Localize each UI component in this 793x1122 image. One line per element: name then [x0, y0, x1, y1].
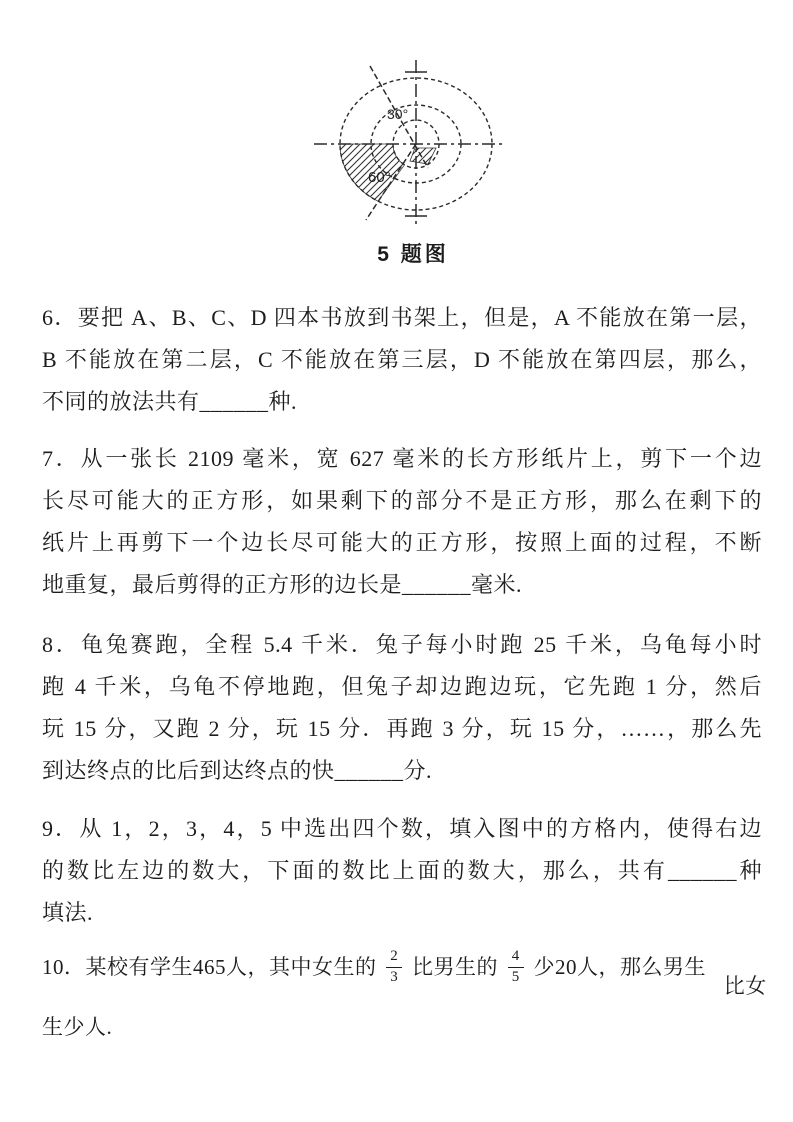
question-9-line-1: 9．从 1，2，3，4，5 中选出四个数，填入图中的方格内，使得右边 [42, 816, 762, 841]
question-7 [42, 438, 762, 606]
figure-caption: 5 题图 [377, 243, 449, 266]
fraction-two-thirds [386, 948, 402, 986]
question5-figure [302, 48, 524, 268]
concentric-circles-diagram [302, 48, 524, 234]
question-6-line-2: B 不能放在第二层，C 不能放在第三层，D 不能放在第四层，那么， [42, 347, 762, 372]
question-10 [42, 936, 767, 1048]
question-10-line-1 [42, 936, 767, 998]
fraction-denominator: 3 [386, 967, 402, 986]
question-7-line-4: 地重复，最后剪得的正方形的边长是______毫米. [42, 572, 523, 597]
fraction-four-fifths [508, 948, 524, 986]
question-7-line-3: 纸片上再剪下一个边长尽可能大的正方形，按照上面的过程，不断 [42, 530, 762, 555]
question-10-offset-text: 比女 [723, 974, 767, 998]
fraction-numerator: 2 [390, 948, 399, 965]
question-10-text-1: 10．某校有学生465人，其中女生的 [42, 955, 377, 979]
question-7-line-1: 7．从一张长 2109 毫米，宽 627 毫米的长方形纸片上，剪下一个边 [42, 446, 762, 471]
question-8 [42, 624, 762, 792]
fraction-denominator: 5 [508, 967, 524, 986]
question-10-text-2: 比男生的 [412, 955, 498, 979]
question-7-line-2: 长尽可能大的正方形，如果剩下的部分不是正方形，那么在剩下的 [42, 488, 762, 513]
question-6-line-3: 不同的放法共有______种. [42, 389, 298, 414]
question-9 [42, 808, 762, 934]
fraction-numerator: 4 [511, 948, 520, 965]
angle-label-30: 30° [387, 106, 409, 122]
question-8-line-3: 玩 15 分，又跑 2 分，玩 15 分．再跑 3 分，玩 15 分，……，那么先 [42, 716, 762, 741]
angle-label-60: 60° [368, 169, 391, 186]
question-10-line-2: 生少人. [42, 1015, 113, 1039]
question-8-line-1: 8．龟兔赛跑，全程 5.4 千米．兔子每小时跑 25 千米，乌龟每小时 [42, 632, 762, 657]
question-8-line-2: 跑 4 千米，乌龟不停地跑，但兔子却边跑边玩，它先跑 1 分，然后 [42, 674, 762, 699]
question-9-line-3: 填法. [42, 900, 94, 925]
question-8-line-4: 到达终点的比后到达终点的快______分. [42, 758, 433, 783]
hatched-region-inner-right [410, 148, 436, 164]
question-6 [42, 297, 762, 423]
question-10-text-3: 少20人，那么男生 [533, 955, 706, 979]
question-9-line-2: 的数比左边的数大，下面的数比上面的数大，那么，共有______种 [42, 858, 762, 883]
question-6-line-1: 6．要把 A、B、C、D 四本书放到书架上，但是，A 不能放在第一层， [42, 305, 762, 330]
